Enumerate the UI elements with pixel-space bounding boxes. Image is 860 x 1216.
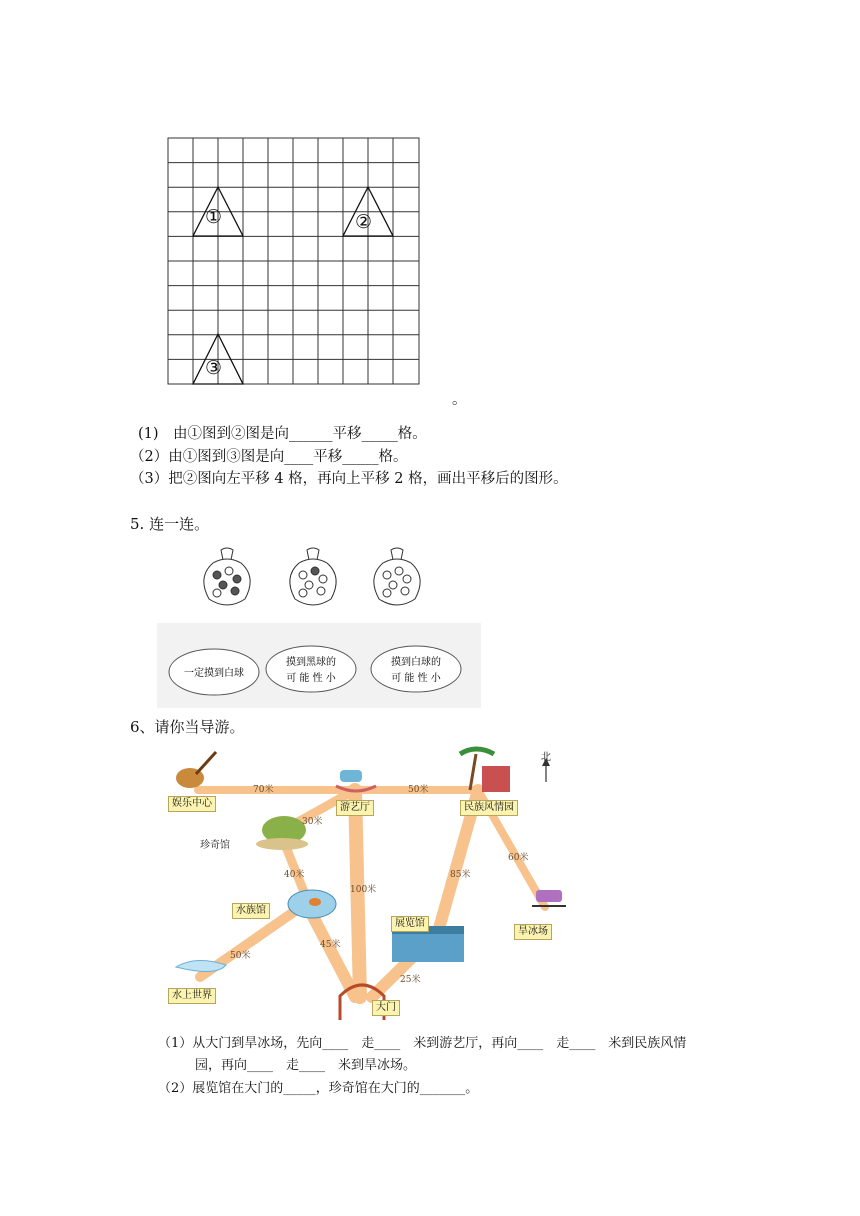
option-white-line2: 可 能 性 小 bbox=[391, 673, 441, 684]
q6-question-1-line-2: 园，再向____ 走____ 米到旱冰场。 bbox=[195, 1058, 417, 1073]
marker-3: ③ bbox=[205, 357, 223, 379]
place-curio: 珍奇馆 bbox=[200, 840, 230, 851]
place-gate: 大门 bbox=[372, 1000, 400, 1016]
distance-70: 70米 bbox=[253, 785, 274, 795]
dinosaur-icon bbox=[256, 816, 308, 850]
place-ethnic-park: 民族风情园 bbox=[460, 800, 518, 816]
q4-line-3: （3）把②图向左平移 4 格，再向上平移 2 格，画出平移后的图形。 bbox=[130, 471, 568, 487]
option-white-line1: 摸到白球的 bbox=[391, 657, 441, 668]
answer-ovals bbox=[157, 623, 481, 708]
distance-45: 45米 bbox=[320, 940, 341, 950]
distance-85: 85米 bbox=[450, 870, 471, 880]
place-entertainment: 娱乐中心 bbox=[168, 796, 216, 812]
palm-house-icon bbox=[460, 749, 510, 792]
bag-2-icon bbox=[290, 548, 336, 605]
place-rink: 旱冰场 bbox=[514, 924, 552, 940]
north-label: 北 bbox=[541, 752, 551, 763]
q6-question-2: （2）展览馆在大门的_____，珍奇馆在大门的_______。 bbox=[158, 1081, 479, 1096]
skate-icon bbox=[532, 890, 566, 906]
q4-line-2: （2）由①图到③图是向____平移_____格。 bbox=[130, 449, 408, 465]
q6-title: 6、请你当导游。 bbox=[130, 718, 245, 736]
park-map bbox=[160, 742, 580, 1022]
distance-40: 40米 bbox=[284, 870, 305, 880]
place-exhibition: 展览馆 bbox=[391, 916, 429, 932]
bag-1-icon bbox=[204, 548, 250, 605]
distance-60: 60米 bbox=[508, 853, 529, 863]
fish-tank-icon bbox=[288, 890, 336, 918]
marker-1: ① bbox=[205, 206, 223, 228]
place-water-world: 水上世界 bbox=[168, 988, 216, 1004]
distance-25: 25米 bbox=[400, 975, 421, 985]
guitar-icon bbox=[176, 752, 216, 788]
option-black-line1: 摸到黑球的 bbox=[286, 657, 336, 668]
distance-100: 100米 bbox=[350, 885, 377, 895]
distance-50-left: 50米 bbox=[230, 951, 251, 961]
bag-3-icon bbox=[374, 548, 420, 605]
q4-line-1: (1) 由①图到②图是向______平移_____格。 bbox=[138, 426, 427, 442]
option-certain-white: 一定摸到白球 bbox=[184, 668, 244, 679]
ball-bags bbox=[195, 545, 435, 615]
q5-title: 5. 连一连。 bbox=[130, 515, 210, 533]
end-dot: 。 bbox=[452, 392, 467, 408]
q6-question-1-line-1: （1）从大门到旱冰场，先向____ 走____ 米到游艺厅，再向____ 走____ 米到民族风情 bbox=[158, 1036, 687, 1051]
marker-2: ② bbox=[355, 211, 373, 233]
distance-50-top: 50米 bbox=[408, 785, 429, 795]
option-black-line2: 可 能 性 小 bbox=[286, 673, 336, 684]
distance-30: 30米 bbox=[302, 817, 323, 827]
place-arcade: 游艺厅 bbox=[336, 800, 374, 816]
place-aquarium: 水族馆 bbox=[232, 903, 270, 919]
translation-grid bbox=[166, 136, 422, 386]
